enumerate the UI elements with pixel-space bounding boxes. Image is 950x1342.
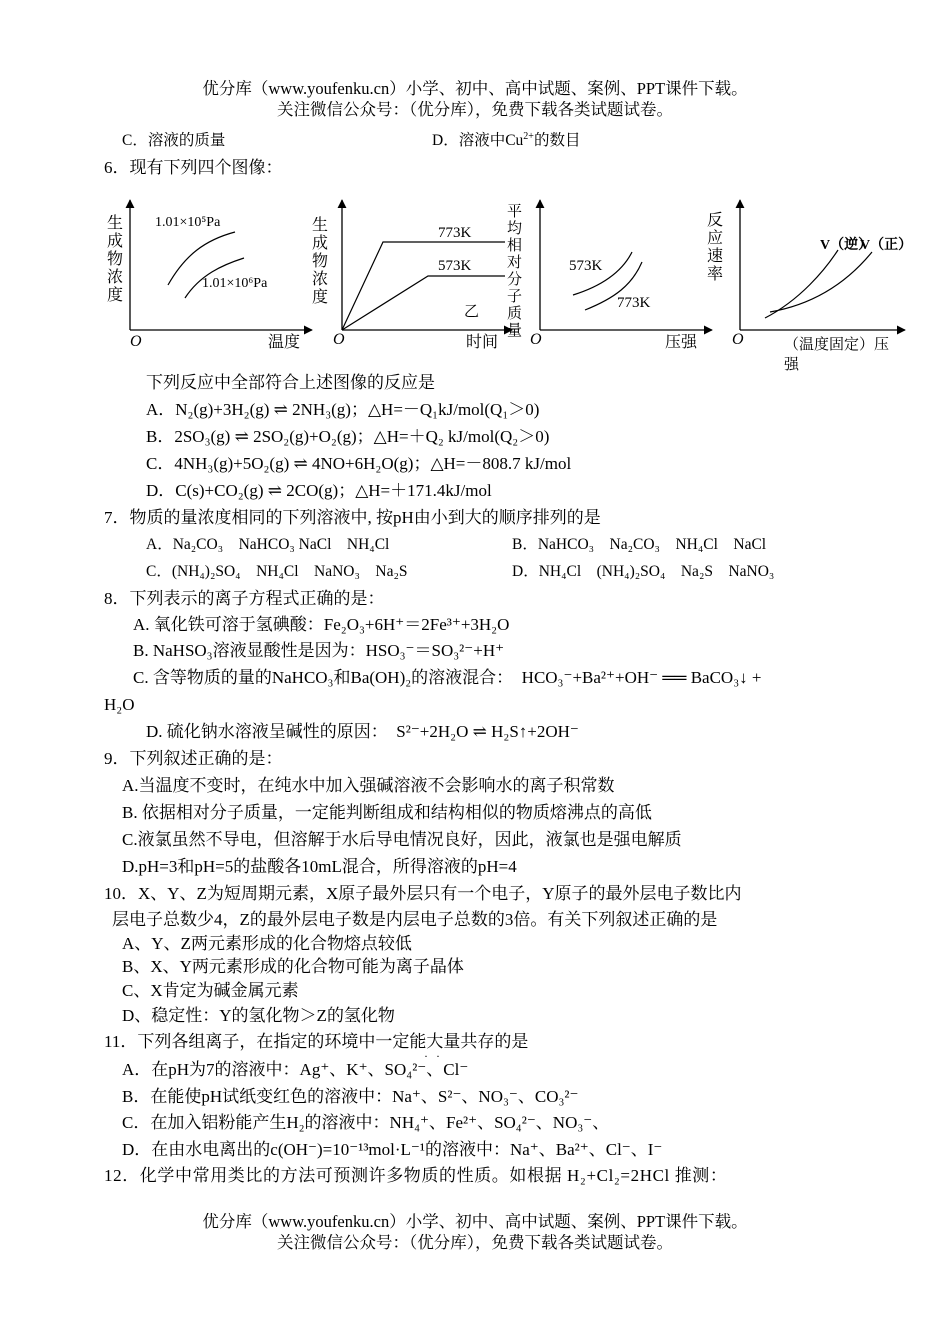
q12-stem: 12．化学中常用类比的方法可预测许多物质的性质。如根据 H₂+Cl₂=2HCl 推测： bbox=[104, 1166, 728, 1185]
graph-4 bbox=[707, 200, 912, 373]
graph-3-ylabel-2: 均 bbox=[507, 221, 523, 237]
graph-2-curve-773 bbox=[342, 242, 505, 330]
graph-2 bbox=[312, 200, 512, 351]
graph-4-ylabel-4: 率 bbox=[707, 266, 724, 283]
graph-2-name: 乙 bbox=[464, 304, 480, 320]
graph-4-label-vfwd: V（正） bbox=[860, 238, 913, 253]
graph-4-xlabel-a: （温度固定）压 bbox=[784, 337, 890, 353]
graph-4-ylabel-1: 反 bbox=[707, 212, 724, 229]
q5-option-c: C．溶液的质量 bbox=[122, 132, 226, 149]
graph-3-xlabel: 压强 bbox=[665, 334, 698, 351]
q6-option-c: C．4NH₃(g)+5O₂(g) ⇌ 4NO+6H₂O(g)；△H=－808.7 kJ/mol bbox=[146, 454, 572, 473]
q9-option-c: C.液氯虽然不导电，但溶解于水后导电情况良好，因此，液氯也是强电解质 bbox=[122, 830, 682, 849]
q7-option-d: D．NH₄Cl (NH₄)₂SO₄ Na₂S NaNO₃ bbox=[512, 563, 775, 580]
q7-stem: 7．物质的量浓度相同的下列溶液中, 按pH由小到大的顺序排列的是 bbox=[104, 508, 601, 527]
q9-stem: 9．下列叙述正确的是： bbox=[104, 749, 283, 768]
graph-2-label-a: 773K bbox=[438, 225, 472, 241]
graph-2-ylabel-5: 度 bbox=[312, 289, 329, 306]
q8-option-c-cont: H₂O bbox=[104, 695, 135, 714]
footer-line-1: 优分库（www.youfenku.cn）小学、初中、高中试题、案例、PPT课件下载。 bbox=[202, 1212, 748, 1231]
q5-option-d: D．溶液中$Cu^{2+}$的数目 bbox=[432, 130, 581, 149]
graph-4-xlabel-b: 强 bbox=[784, 357, 800, 373]
q7-option-a: A．Na₂CO₃ NaHCO₃ NaCl NH₄Cl bbox=[146, 536, 390, 553]
q9-option-b: B. 依据相对分子质量，一定能判断组成和结构相似的物质熔沸点的高低 bbox=[122, 803, 652, 822]
graph-3-ylabel-5: 分 bbox=[507, 272, 523, 288]
graph-1 bbox=[107, 200, 312, 351]
q8-option-c: C. 含等物质的量的NaHCO₃和Ba(OH)₂的溶液混合： HCO₃⁻+Ba²⁺+OH⁻ ══ BaCO₃↓ + bbox=[133, 668, 762, 687]
q10-option-d: D、稳定性：Y的氢化物＞Z的氢化物 bbox=[122, 1006, 395, 1025]
q8-stem: 8．下列表示的离子方程式正确的是： bbox=[104, 589, 385, 608]
graph-3-origin: O bbox=[530, 331, 542, 348]
q8-option-a: A. 氧化铁可溶于氢碘酸：Fe₂O₃+6H⁺＝2Fe³⁺+3H₂O bbox=[133, 615, 510, 634]
graph-3 bbox=[507, 200, 712, 351]
q11-option-d: D．在由水电离出的c(OH⁻)=10⁻¹³mol·L⁻¹的溶液中：Na⁺、Ba²⁺、Cl⁻、I⁻ bbox=[122, 1140, 663, 1159]
graph-3-ylabel-1: 平 bbox=[507, 204, 523, 220]
q10-option-a: A、Y、Z两元素形成的化合物熔点较低 bbox=[122, 934, 412, 953]
graph-3-label-a: 573K bbox=[569, 258, 603, 274]
header-line-2: 关注微信公众号：（优分库），免费下载各类试题试卷。 bbox=[277, 100, 673, 119]
q11-stem: 11．下列各组离子，在指定的环境中一定能大量共存的是 bbox=[104, 1032, 529, 1051]
graph-1-ylabel-3: 物 bbox=[107, 251, 124, 268]
graph-3-ylabel-7: 质 bbox=[507, 306, 523, 322]
graph-3-label-b: 773K bbox=[617, 295, 651, 311]
q10-stem-1: 10．X、Y、Z为短周期元素，X原子最外层只有一个电子，Y原子的最外层电子数比内 bbox=[104, 884, 742, 903]
graph-4-curve-rev bbox=[765, 250, 838, 318]
graph-4-ylabel-3: 速 bbox=[707, 248, 724, 265]
q6-option-a: A．N₂(g)+3H₂(g) ⇌ 2NH₃(g)；△H=－Q₁kJ/mol(Q₁＞0) bbox=[146, 400, 540, 419]
q9-option-a: A.当温度不变时，在纯水中加入强碱溶液不会影响水的离子积常数 bbox=[122, 776, 615, 795]
q11-option-b: B．在能使pH试纸变红色的溶液中：Na⁺、S²⁻、NO₃⁻、CO₃²⁻ bbox=[122, 1087, 579, 1106]
q6-stem: 6．现有下列四个图像： bbox=[104, 158, 283, 177]
q8-option-b: B. NaHSO₃溶液显酸性是因为：HSO₃⁻＝SO₃²⁻+H⁺ bbox=[133, 641, 505, 660]
graph-1-label-a: 1.01×10⁵Pa bbox=[155, 215, 221, 230]
q11-emphasis-dots: ·· bbox=[424, 1049, 448, 1063]
q6-prompt: 下列反应中全部符合上述图像的反应是 bbox=[146, 373, 435, 392]
footer-line-2: 关注微信公众号：（优分库），免费下载各类试题试卷。 bbox=[277, 1233, 673, 1252]
graph-2-label-b: 573K bbox=[438, 258, 472, 274]
q11-option-a: A．在pH为7的溶液中：Ag⁺、K⁺、SO₄²⁻、Cl⁻ bbox=[122, 1060, 469, 1079]
graph-4-curve-fwd bbox=[770, 252, 872, 312]
graph-2-ylabel-2: 成 bbox=[312, 235, 329, 252]
graph-3-ylabel-6: 子 bbox=[507, 289, 523, 305]
graph-1-xlabel: 温度 bbox=[268, 334, 301, 351]
q6-option-d: D．C(s)+CO₂(g) ⇌ 2CO(g)；△H=＋171.4kJ/mol bbox=[146, 481, 492, 500]
graph-1-ylabel-1: 生 bbox=[107, 215, 124, 232]
graph-2-xlabel: 时间 bbox=[466, 334, 499, 351]
graph-1-ylabel-5: 度 bbox=[107, 287, 124, 304]
graph-1-origin: O bbox=[130, 333, 142, 350]
graph-2-ylabel-4: 浓 bbox=[312, 271, 329, 288]
q9-option-d: D.pH=3和pH=5的盐酸各10mL混合，所得溶液的pH=4 bbox=[122, 857, 517, 876]
q6-option-b: B．2SO₃(g) ⇌ 2SO₂(g)+O₂(g)；△H=＋Q₂ kJ/mol(Q₂＞0) bbox=[146, 427, 550, 446]
q7-option-c: C．(NH₄)₂SO₄ NH₄Cl NaNO₃ Na₂S bbox=[146, 563, 408, 580]
q10-option-b: B、X、Y两元素形成的化合物可能为离子晶体 bbox=[122, 957, 464, 976]
graph-2-curve-573 bbox=[342, 276, 505, 330]
graph-3-ylabel-4: 对 bbox=[507, 255, 523, 271]
header-line-1: 优分库（www.youfenku.cn）小学、初中、高中试题、案例、PPT课件下载。 bbox=[202, 79, 748, 98]
q7-option-b: B．NaHCO₃ Na₂CO₃ NH₄Cl NaCl bbox=[512, 536, 767, 553]
graph-4-label-vrev: V（逆） bbox=[820, 238, 873, 253]
graph-1-ylabel-4: 浓 bbox=[107, 269, 124, 286]
q8-option-d: D. 硫化钠水溶液呈碱性的原因： S²⁻+2H₂O ⇌ H₂S↑+2OH⁻ bbox=[146, 722, 579, 741]
graph-1-ylabel-2: 成 bbox=[107, 233, 124, 250]
graph-4-ylabel-2: 应 bbox=[707, 230, 724, 247]
graph-2-ylabel-3: 物 bbox=[312, 253, 329, 270]
graph-2-origin: O bbox=[333, 331, 345, 348]
q11-option-c: C．在加入铝粉能产生H₂的溶液中：NH₄⁺、Fe²⁺、SO₄²⁻、NO₃⁻、 bbox=[122, 1113, 610, 1132]
graph-3-ylabel-3: 相 bbox=[507, 238, 523, 254]
graph-2-ylabel-1: 生 bbox=[312, 217, 329, 234]
q10-stem-2: 层电子总数少4，Z的最外层电子数是内层电子总数的3倍。有关下列叙述正确的是 bbox=[112, 910, 718, 929]
graph-1-label-b: 1.01×10⁶Pa bbox=[202, 276, 268, 291]
q10-option-c: C、X肯定为碱金属元素 bbox=[122, 981, 299, 1000]
graph-3-ylabel-8: 量 bbox=[507, 323, 523, 339]
graph-4-origin: O bbox=[732, 331, 744, 348]
